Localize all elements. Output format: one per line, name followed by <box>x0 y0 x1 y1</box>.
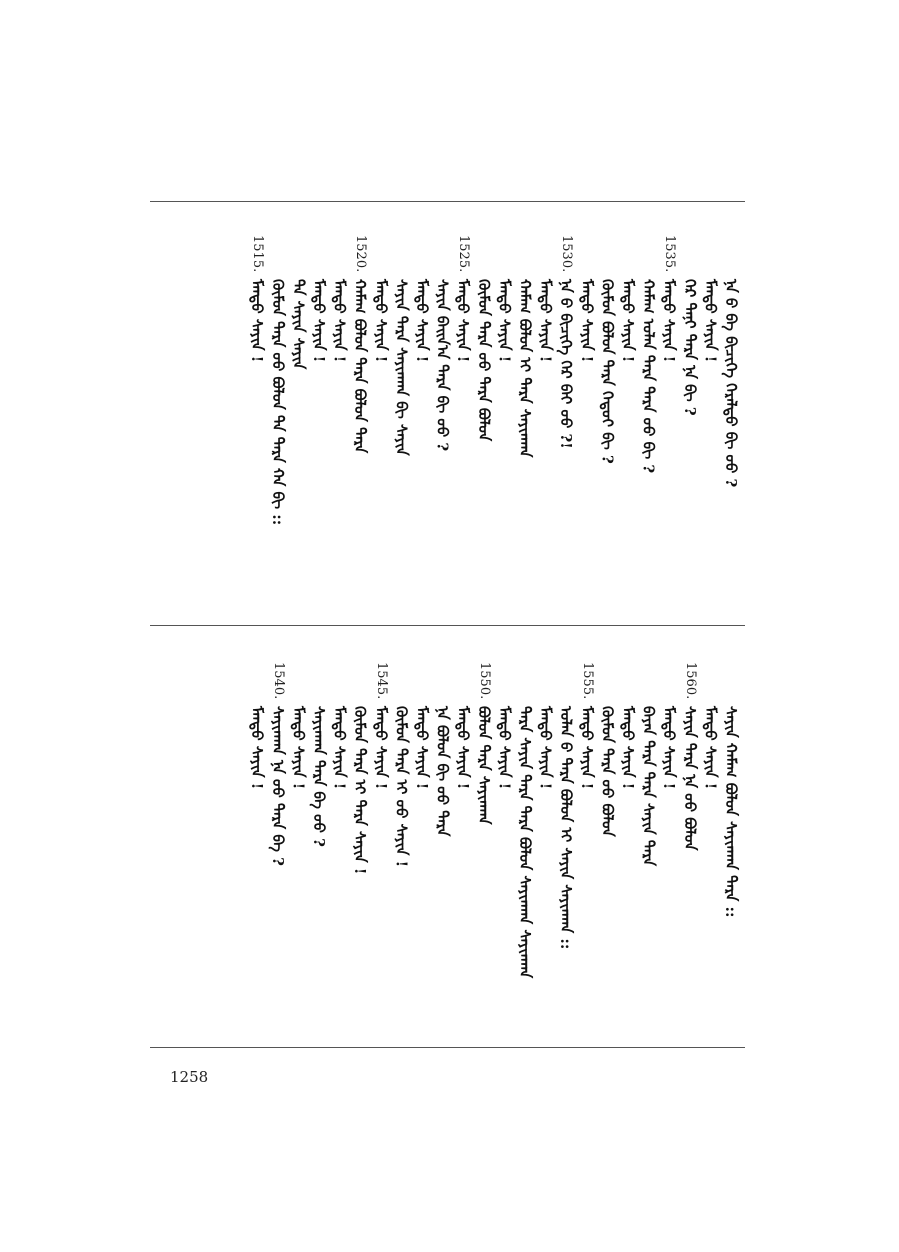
verse-line: ᠮᠡᠨᠳᠦ ᠰᠠᠶᠢᠨ ! <box>577 706 596 790</box>
text-column <box>454 662 472 1032</box>
text-column <box>660 235 678 615</box>
text-column <box>681 235 699 615</box>
verse-line: ᠭᠡᠷ ᠲᠠᠨᠢ ᠲᠡᠷᠡ ᠨᠡ ᠪᠢ ? <box>680 279 699 416</box>
text-column <box>722 235 740 615</box>
text-column <box>475 662 493 1032</box>
text-column <box>434 662 452 1032</box>
text-column <box>475 235 493 615</box>
verse-line: ᠲᠡᠷᠡ ᠰᠠᠶᠢᠨ ᠲᠡᠷᠡ ᠲᠡᠷᠡ ᠪᠣᠯᠣᠨ ᠰᠠᠶᠢᠨᠬᠠᠨ ᠰᠠᠶᠢᠨᠬᠠᠨ <box>516 706 534 979</box>
text-column <box>392 235 410 615</box>
line-number: 1520. <box>353 235 369 273</box>
verse-line: ᠬᠦᠮᠦᠨ ᠲᠡᠷᠡ ᠢ ᠲᠡᠷᠡ ᠰᠠᠶᠢᠨ ! <box>351 706 370 875</box>
verse-line: ᠮᠡᠨᠳᠦ ᠰᠠᠶᠢᠨ ! <box>536 279 555 363</box>
verse-line: ᠰᠠᠶᠢᠨ ᠬᠠᠮᠠᠭ ᠪᠣᠯᠣᠨ ᠰᠠᠶᠢᠨᠬᠠᠨ ᠲᠡᠷᠡ :: <box>722 706 740 918</box>
text-column <box>557 662 575 1032</box>
text-column <box>310 662 328 1032</box>
verse-line: ᠮᠡᠨᠳᠦ ᠰᠠᠶᠢᠨ ! <box>495 279 514 363</box>
verse-line: ᠣᠯᠠᠨ ᠪ ᠲᠡᠷᠡ ᠪᠣᠯᠣᠨ ᠢ ᠰᠠᠶᠢᠨ ᠰᠠᠶᠢᠨᠬᠠᠨ :: <box>557 706 576 950</box>
text-column <box>660 662 678 1032</box>
line-number: 1525. <box>456 235 472 273</box>
line-number: 1515. <box>250 235 266 273</box>
line-number: 1550. <box>476 662 492 700</box>
verse-line: ᠮᠡᠨᠳᠦ ᠰᠠᠶᠢᠨ ! <box>619 279 637 363</box>
verse-line: ᠮᠡᠨᠳᠦ ᠰᠠᠶᠢᠨ ! <box>413 279 431 363</box>
verse-line: ᠮᠡᠨᠳᠦ ᠰᠠᠶᠢᠨ ! <box>413 706 431 790</box>
text-column <box>331 235 349 615</box>
verse-line: ᠪᠠᠶᠠᠨ ᠲᠡᠷᠡ ᠲᠡᠷᠡ ᠰᠠᠶᠢᠨ ᠲᠡᠷᠡ <box>639 706 658 867</box>
text-column <box>454 235 472 615</box>
verse-line: ᠨᠡ ᠪ ᠪᠠ ᠪᠢᠴᠢᠭᠡ ᠭᠡᠷᠡᠯᠲᠦ ᠪᠢ ᠦᠦ ? <box>722 279 740 488</box>
text-column <box>578 662 596 1032</box>
line-number: 1545. <box>373 662 389 700</box>
verse-line: ᠮᠡᠨᠳᠦ ᠰᠠᠶᠢᠨ ! <box>454 706 473 790</box>
verse-line: ᠮᠡᠨᠳᠦ ᠰᠠᠶᠢᠨ ! <box>619 706 637 790</box>
verse-line: ᠮᠡᠨᠳᠦ ᠰᠠᠶᠢᠨ ! <box>701 706 720 790</box>
verse-line: ᠮᠡᠨᠳᠦ ᠰᠠᠶᠢᠨ ! <box>248 706 267 790</box>
text-column <box>289 235 307 615</box>
text-column <box>269 235 287 615</box>
text-column <box>619 235 637 615</box>
line-number: 1535. <box>662 235 678 273</box>
verse-line: ᠮᠡᠨᠳᠦ ᠰᠠᠶᠢᠨ ! <box>371 706 390 790</box>
verse-line: ᠮᠡᠨᠳᠦ ᠰᠠᠶᠢᠨ ! <box>330 279 349 363</box>
verse-line: ᠨᠡ ᠪᠣᠯᠣᠨ ᠪᠢ ᠦᠦ ᠲᠡᠷᠡ <box>433 706 452 837</box>
top-rule <box>150 201 745 202</box>
text-column <box>619 662 637 1032</box>
text-column <box>598 662 616 1032</box>
verse-line: ᠰᠠᠶᠢᠨᠬᠠᠨ ᠲᠡᠷᠡ ᠪᠠ ᠦᠦ ? <box>310 706 328 847</box>
text-column <box>516 662 534 1032</box>
text-column <box>331 662 349 1032</box>
text-column <box>392 662 410 1032</box>
text-column <box>701 662 719 1032</box>
text-column <box>598 235 616 615</box>
verse-line: ᠬᠦᠮᠦᠨ ᠲᠡᠷᠡ ᠦᠦ ᠲᠡᠷᠡ ᠪᠣᠯᠣᠨ <box>474 279 493 442</box>
text-column <box>434 235 452 615</box>
verse-line: ᠨᠡ ᠪ ᠪᠢᠴᠢᠭᠡ ᠭᠡᠷ ᠪᠠᠢ ᠦᠦ ?! <box>557 279 576 449</box>
verse-line: ᠮᠡᠨᠳᠦ ᠰᠠᠶᠢᠨ ! <box>248 279 267 363</box>
text-column <box>413 235 431 615</box>
text-column <box>372 662 390 1032</box>
text-column <box>578 235 596 615</box>
verse-line: ᠬᠦᠮᠦᠨ ᠲᠡᠷᠡ ᠢ ᠦᠦ ᠰᠠᠶᠢᠨ ! <box>392 706 411 868</box>
line-number: 1530. <box>559 235 575 273</box>
verse-line: ᠰᠠᠶᠢᠨ ᠲᠡᠷᠡ ᠰᠠᠶᠢᠨᠬᠠᠨ ᠪᠢ ᠰᠠᠶᠢᠨ <box>392 279 411 456</box>
verse-line: ᠲᠡ ᠰᠠᠶᠢᠨ ᠰᠠᠶᠢᠨ <box>289 279 308 370</box>
text-column <box>351 662 369 1032</box>
verse-line: ᠮᠡᠨᠳᠦ ᠰᠠᠶᠢᠨ ! <box>454 279 473 363</box>
verse-line: ᠮᠡᠨᠳᠦ ᠰᠠᠶᠢᠨ ! <box>701 279 720 363</box>
verse-line: ᠬᠠᠮᠠᠭ ᠣᠯᠠᠨ ᠲᠡᠷᠡ ᠲᠡᠷᠡ ᠦᠦ ᠪᠢ ? <box>639 279 658 474</box>
text-column <box>640 662 658 1032</box>
lower-text-panel <box>150 662 745 1032</box>
verse-line: ᠮᠡᠨᠳᠦ ᠰᠠᠶᠢᠨ ! <box>330 706 349 790</box>
verse-line: ᠬᠦᠮᠦᠨ ᠲᠡᠷᠡ ᠦᠦ ᠪᠣᠯᠣᠨ <box>598 706 617 837</box>
text-column <box>701 235 719 615</box>
verse-line: ᠰᠠᠶᠢᠨ ᠪᠠᠢᠨ᠎ᠠ ᠲᠡᠷᠡ ᠪᠢ ᠦᠦ ? <box>433 279 452 452</box>
verse-line: ᠮᠡᠨᠳᠦ ᠰᠠᠶᠢᠨ ! <box>310 279 328 363</box>
verse-line: ᠬᠠᠮᠠᠭ ᠪᠣᠯᠣᠨ ᠲᠡᠷᠡ ᠪᠣᠯᠣᠨ ᠲᠡᠷᠡ <box>351 279 370 454</box>
line-number: 1540. <box>270 662 286 700</box>
verse-line: ᠮᠡᠨᠳᠦ ᠰᠠᠶᠢᠨ ! <box>495 706 514 790</box>
text-column <box>351 235 369 615</box>
verse-line: ᠪᠣᠯᠣᠨ ᠲᠡᠷᠡ ᠰᠠᠶᠢᠨᠬᠠᠨ <box>474 706 493 825</box>
text-column <box>495 235 513 615</box>
verse-line: ᠰᠠᠶᠢᠨᠬᠠᠨ ᠨᠡ ᠦᠦ ᠲᠡᠷᠡ ᠪᠠ ? <box>268 706 287 866</box>
verse-line: ᠬᠦᠮᠦᠨ ᠪᠣᠯᠣᠨ ᠲᠡᠷᠡ ᠬᠡᠳᠦᠢ ᠪᠢ ? <box>598 279 617 464</box>
text-column <box>722 662 740 1032</box>
verse-line: ᠮᠡᠨᠳᠦ ᠰᠠᠶᠢᠨ ! <box>536 706 555 790</box>
text-column <box>537 662 555 1032</box>
text-column <box>495 662 513 1032</box>
text-column <box>248 235 266 615</box>
text-column <box>516 235 534 615</box>
upper-text-panel <box>150 235 745 615</box>
verse-line: ᠮᠡᠨᠳᠦ ᠰᠠᠶᠢᠨ ! <box>289 706 308 790</box>
text-column <box>248 662 266 1032</box>
text-column <box>269 662 287 1032</box>
line-number: 1560. <box>682 662 698 700</box>
verse-line: ᠮᠡᠨᠳᠦ ᠰᠠᠶᠢᠨ ! <box>371 279 390 363</box>
bottom-rule <box>150 1047 745 1048</box>
text-column <box>557 235 575 615</box>
text-column <box>537 235 555 615</box>
middle-rule <box>150 625 745 626</box>
verse-line: ᠬᠦᠮᠦᠨ ᠲᠡᠷᠡ ᠦᠦ ᠪᠣᠯᠣᠨ ᠲᠡ ᠲᠡᠷᠡ ᠬᠠ ᠪᠢ :: <box>268 279 287 526</box>
verse-line: ᠮᠡᠨᠳᠦ ᠰᠠᠶᠢᠨ ! <box>660 706 679 790</box>
text-column <box>640 235 658 615</box>
text-column <box>372 235 390 615</box>
verse-line: ᠮᠡᠨᠳᠦ ᠰᠠᠶᠢᠨ ! <box>577 279 596 363</box>
text-column <box>413 662 431 1032</box>
page-number: 1258 <box>170 1068 209 1086</box>
verse-line: ᠬᠠᠮᠠᠭ ᠪᠣᠯᠣᠨ ᠢ ᠲᠡᠷᠡ ᠰᠠᠶᠢᠨᠬᠠᠨ <box>516 279 534 458</box>
verse-line: ᠮᠡᠨᠳᠦ ᠰᠠᠶᠢᠨ ! <box>660 279 679 363</box>
verse-line: ᠰᠠᠶᠢᠨ ᠲᠡᠷᠡ ᠨᠡ ᠦᠦ ᠪᠣᠯᠣᠨ <box>680 706 699 851</box>
text-column <box>289 662 307 1032</box>
text-column <box>681 662 699 1032</box>
line-number: 1555. <box>579 662 595 700</box>
text-column <box>310 235 328 615</box>
